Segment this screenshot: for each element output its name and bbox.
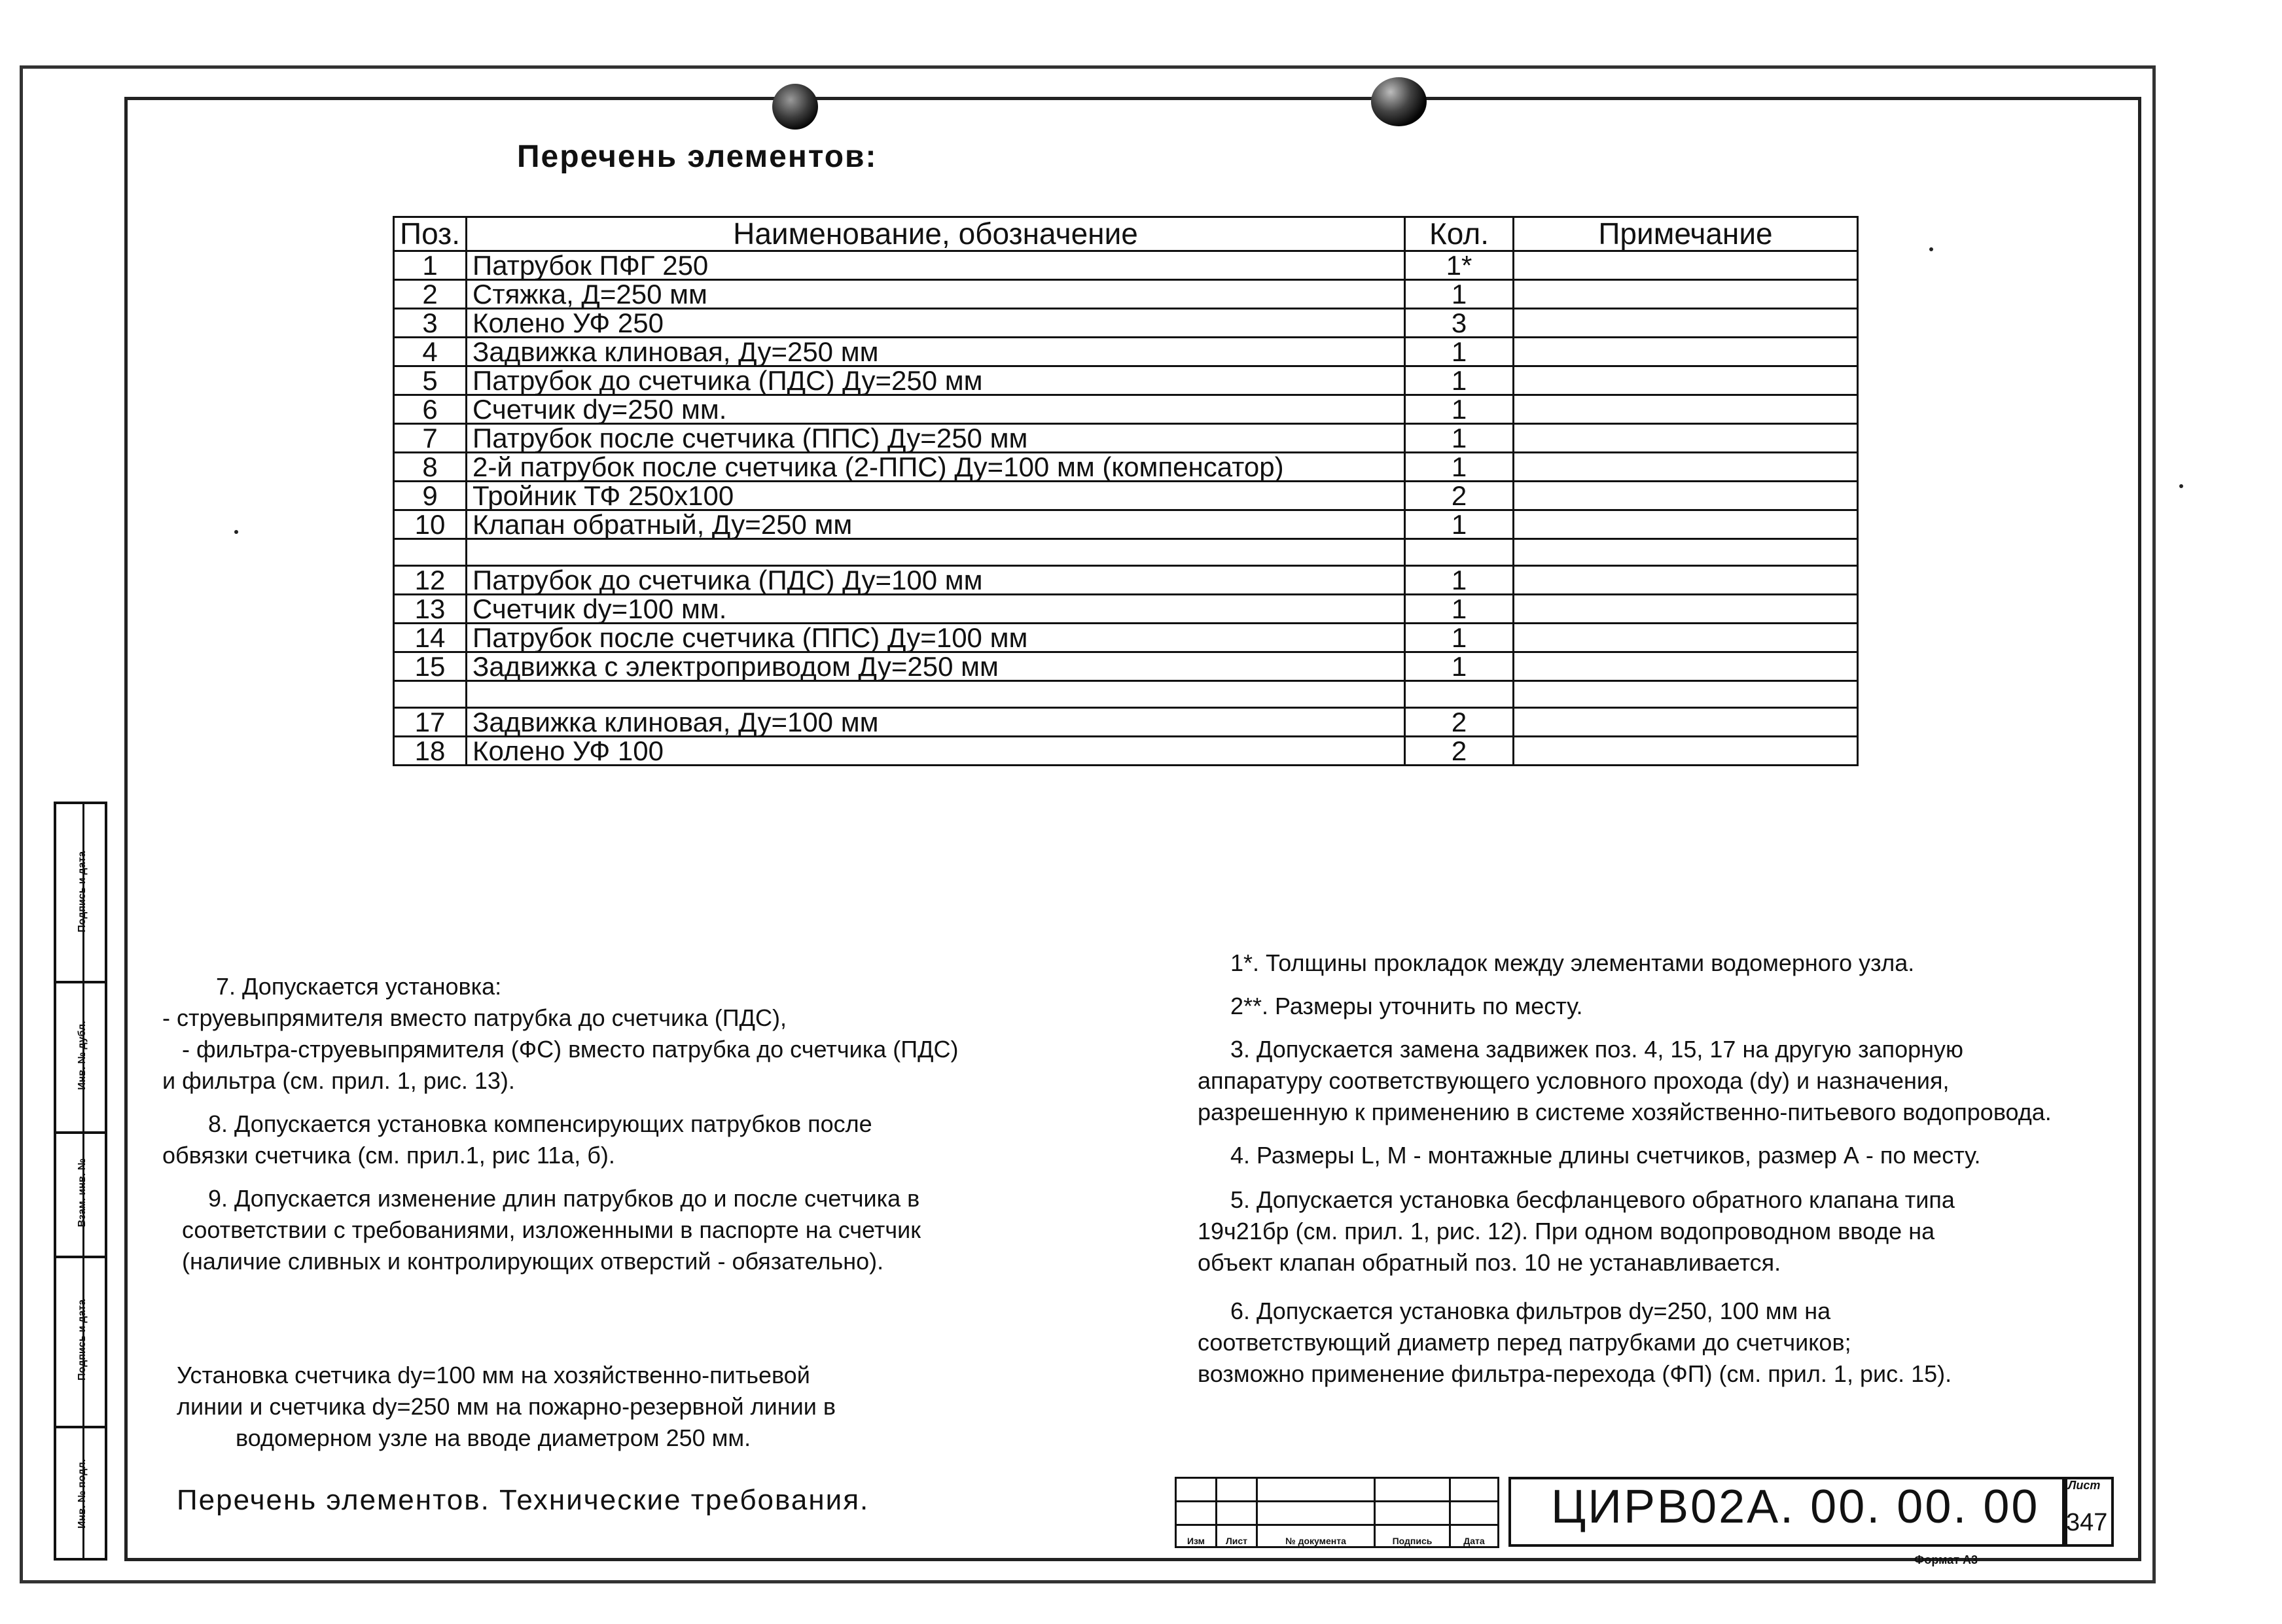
row-qty: 2	[1405, 708, 1514, 737]
table-row	[394, 395, 1858, 424]
table-row	[394, 737, 1858, 766]
row-name	[467, 539, 1405, 566]
note-9-line1: 9. Допускается изменение длин патрубков до и после счетчика в	[208, 1185, 920, 1212]
row-name	[467, 681, 1405, 708]
row-qty: 3	[1405, 309, 1514, 338]
scan-speck	[2179, 484, 2183, 488]
document-code: ЦИРВ02А. 00. 00. 00	[1551, 1481, 2040, 1533]
row-name: Задвижка с электроприводом Ду=250 мм	[467, 652, 1405, 681]
note-7-line3: и фильтра (см. прил. 1, рис. 13).	[162, 1067, 515, 1094]
table-row	[394, 595, 1858, 624]
side-label-dupl: Инв. № дубл.	[77, 1021, 88, 1090]
stamp-col-izm: Изм	[1176, 1525, 1217, 1547]
stamp-col-sign: Подпись	[1375, 1525, 1450, 1547]
row-qty: 1	[1405, 510, 1514, 539]
sheet-number: 347	[2066, 1509, 2108, 1536]
row-pos: 1	[394, 251, 467, 280]
table-row	[394, 338, 1858, 366]
row-pos: 4	[394, 338, 467, 366]
note-9-line3: (наличие сливных и контролирующих отверстий - обязательно).	[182, 1248, 884, 1275]
row-qty: 1	[1405, 395, 1514, 424]
row-pos: 5	[394, 366, 467, 395]
binder-hole-left	[772, 84, 818, 130]
row-qty: 1	[1405, 366, 1514, 395]
row-pos: 9	[394, 482, 467, 510]
note-5-line3: объект клапан обратный поз. 10 не устанавливается.	[1198, 1249, 1781, 1276]
row-name: Стяжка, Д=250 мм	[467, 280, 1405, 309]
row-note	[1514, 539, 1858, 566]
note-4: 4. Размеры L, M - монтажные длины счетчиков, размер А - по месту.	[1230, 1142, 1981, 1169]
revision-stamp	[1175, 1477, 1499, 1548]
row-pos: 2	[394, 280, 467, 309]
row-pos: 10	[394, 510, 467, 539]
row-note	[1514, 453, 1858, 482]
row-note	[1514, 624, 1858, 652]
caption-line3: водомерном узле на вводе диаметром 250 мм.	[236, 1424, 751, 1451]
header-pos: Поз.	[394, 217, 467, 251]
side-label-sign-date-1: Подпись и дата	[77, 851, 88, 932]
row-pos: 3	[394, 309, 467, 338]
caption-line1: Установка счетчика dy=100 мм на хозяйственно-питьевой	[177, 1362, 810, 1388]
note-1: 1*. Толщины прокладок между элементами водомерного узла.	[1230, 949, 1915, 976]
row-note	[1514, 482, 1858, 510]
row-pos: 15	[394, 652, 467, 681]
note-8-line2: обвязки счетчика (см. прил.1, рис 11а, б).	[162, 1142, 615, 1169]
table-row	[394, 539, 1858, 566]
stamp-col-list: Лист	[1217, 1525, 1257, 1547]
header-note: Примечание	[1514, 217, 1858, 251]
row-name: Клапан обратный, Ду=250 мм	[467, 510, 1405, 539]
scan-speck	[234, 530, 238, 534]
row-note	[1514, 652, 1858, 681]
row-name: Патрубок после счетчика (ППС) Ду=250 мм	[467, 424, 1405, 453]
table-row	[394, 309, 1858, 338]
row-qty: 1	[1405, 595, 1514, 624]
row-qty: 1	[1405, 652, 1514, 681]
side-label-orig: Инв. № подл.	[77, 1458, 88, 1529]
table-row	[394, 453, 1858, 482]
row-note	[1514, 595, 1858, 624]
row-name: Патрубок ПФГ 250	[467, 251, 1405, 280]
list-title: Перечень элементов:	[517, 139, 878, 174]
note-6-line3: возможно применение фильтра-перехода (ФП) (см. прил. 1, рис. 15).	[1198, 1360, 1952, 1387]
row-note	[1514, 338, 1858, 366]
stamp-col-doc: № документа	[1257, 1525, 1375, 1547]
table-row	[394, 280, 1858, 309]
row-qty: 1	[1405, 624, 1514, 652]
row-qty: 1	[1405, 280, 1514, 309]
table-row	[394, 566, 1858, 595]
table-row	[394, 366, 1858, 395]
note-6-line1: 6. Допускается установка фильтров dy=250, 100 мм на	[1230, 1297, 1831, 1324]
row-qty: 1	[1405, 338, 1514, 366]
row-pos: 7	[394, 424, 467, 453]
row-name: Счетчик dy=250 мм.	[467, 395, 1405, 424]
row-qty: 1*	[1405, 251, 1514, 280]
row-name: Колено УФ 100	[467, 737, 1405, 766]
drawing-title: Перечень элементов. Технические требования.	[177, 1484, 870, 1516]
elements-table	[393, 216, 1859, 766]
row-qty: 2	[1405, 482, 1514, 510]
note-3-line3: разрешенную к применению в системе хозяйственно-питьевого водопровода.	[1198, 1099, 2052, 1125]
row-pos: 17	[394, 708, 467, 737]
format-label: Формат А3	[1914, 1553, 1978, 1566]
row-name: 2-й патрубок после счетчика (2-ППС) Ду=100 мм (компенсатор)	[467, 453, 1405, 482]
table-row	[394, 510, 1858, 539]
row-name: Тройник ТФ 250х100	[467, 482, 1405, 510]
table-row	[394, 251, 1858, 280]
row-qty: 2	[1405, 737, 1514, 766]
table-row	[394, 482, 1858, 510]
row-name: Задвижка клиновая, Ду=250 мм	[467, 338, 1405, 366]
table-row	[394, 624, 1858, 652]
row-note	[1514, 280, 1858, 309]
note-5-line1: 5. Допускается установка бесфланцевого обратного клапана типа	[1230, 1186, 1955, 1213]
table-row	[394, 652, 1858, 681]
row-pos: 8	[394, 453, 467, 482]
note-7-title: 7. Допускается установка:	[216, 973, 502, 1000]
row-note	[1514, 566, 1858, 595]
sheet-label: Лист	[2068, 1479, 2101, 1492]
row-qty	[1405, 539, 1514, 566]
header-name: Наименование, обозначение	[467, 217, 1405, 251]
table-row	[394, 681, 1858, 708]
row-note	[1514, 366, 1858, 395]
row-name: Колено УФ 250	[467, 309, 1405, 338]
note-5-line2: 19ч21бр (см. прил. 1, рис. 12). При одном водопроводном вводе на	[1198, 1218, 1935, 1244]
row-pos	[394, 539, 467, 566]
side-label-replace: Взам. инв. №	[77, 1158, 88, 1227]
stamp-col-date: Дата	[1450, 1525, 1499, 1547]
row-pos: 13	[394, 595, 467, 624]
note-7-line1: - струевыпрямителя вместо патрубка до счетчика (ПДС),	[162, 1004, 787, 1031]
note-7-line2: - фильтра-струевыпрямителя (ФС) вместо патрубка до счетчика (ПДС)	[182, 1036, 959, 1063]
row-pos: 12	[394, 566, 467, 595]
table-header-row	[394, 217, 1858, 251]
header-qty: Кол.	[1405, 217, 1514, 251]
row-name: Патрубок после счетчика (ППС) Ду=100 мм	[467, 624, 1405, 652]
row-name: Счетчик dy=100 мм.	[467, 595, 1405, 624]
row-note	[1514, 681, 1858, 708]
table-row	[394, 708, 1858, 737]
table-row	[394, 424, 1858, 453]
row-qty: 1	[1405, 566, 1514, 595]
row-qty: 1	[1405, 453, 1514, 482]
row-note	[1514, 309, 1858, 338]
row-note	[1514, 708, 1858, 737]
row-note	[1514, 251, 1858, 280]
binder-hole-right	[1371, 77, 1427, 126]
note-6-line2: соответствующий диаметр перед патрубками до счетчиков;	[1198, 1329, 1851, 1356]
row-name: Патрубок до счетчика (ПДС) Ду=100 мм	[467, 566, 1405, 595]
side-label-sign-date-2: Подпись и дата	[77, 1299, 88, 1381]
row-qty: 1	[1405, 424, 1514, 453]
note-2: 2**. Размеры уточнить по месту.	[1230, 993, 1583, 1019]
note-8-line1: 8. Допускается установка компенсирующих патрубков после	[208, 1110, 872, 1137]
row-note	[1514, 737, 1858, 766]
row-name: Патрубок до счетчика (ПДС) Ду=250 мм	[467, 366, 1405, 395]
row-note	[1514, 395, 1858, 424]
note-3-line1: 3. Допускается замена задвижек поз. 4, 15, 17 на другую запорную	[1230, 1036, 1964, 1063]
note-3-line2: аппаратуру соответствующего условного прохода (dy) и назначения,	[1198, 1067, 1950, 1094]
row-pos: 18	[394, 737, 467, 766]
caption-line2: линии и счетчика dy=250 мм на пожарно-резервной линии в	[177, 1393, 836, 1420]
row-qty	[1405, 681, 1514, 708]
row-pos: 14	[394, 624, 467, 652]
row-pos: 6	[394, 395, 467, 424]
note-9-line2: соответствии с требованиями, изложенными в паспорте на счетчик	[182, 1216, 921, 1243]
row-pos	[394, 681, 467, 708]
row-name: Задвижка клиновая, Ду=100 мм	[467, 708, 1405, 737]
row-note	[1514, 424, 1858, 453]
scan-speck	[1929, 247, 1933, 251]
side-stamp	[54, 802, 107, 1561]
row-note	[1514, 510, 1858, 539]
